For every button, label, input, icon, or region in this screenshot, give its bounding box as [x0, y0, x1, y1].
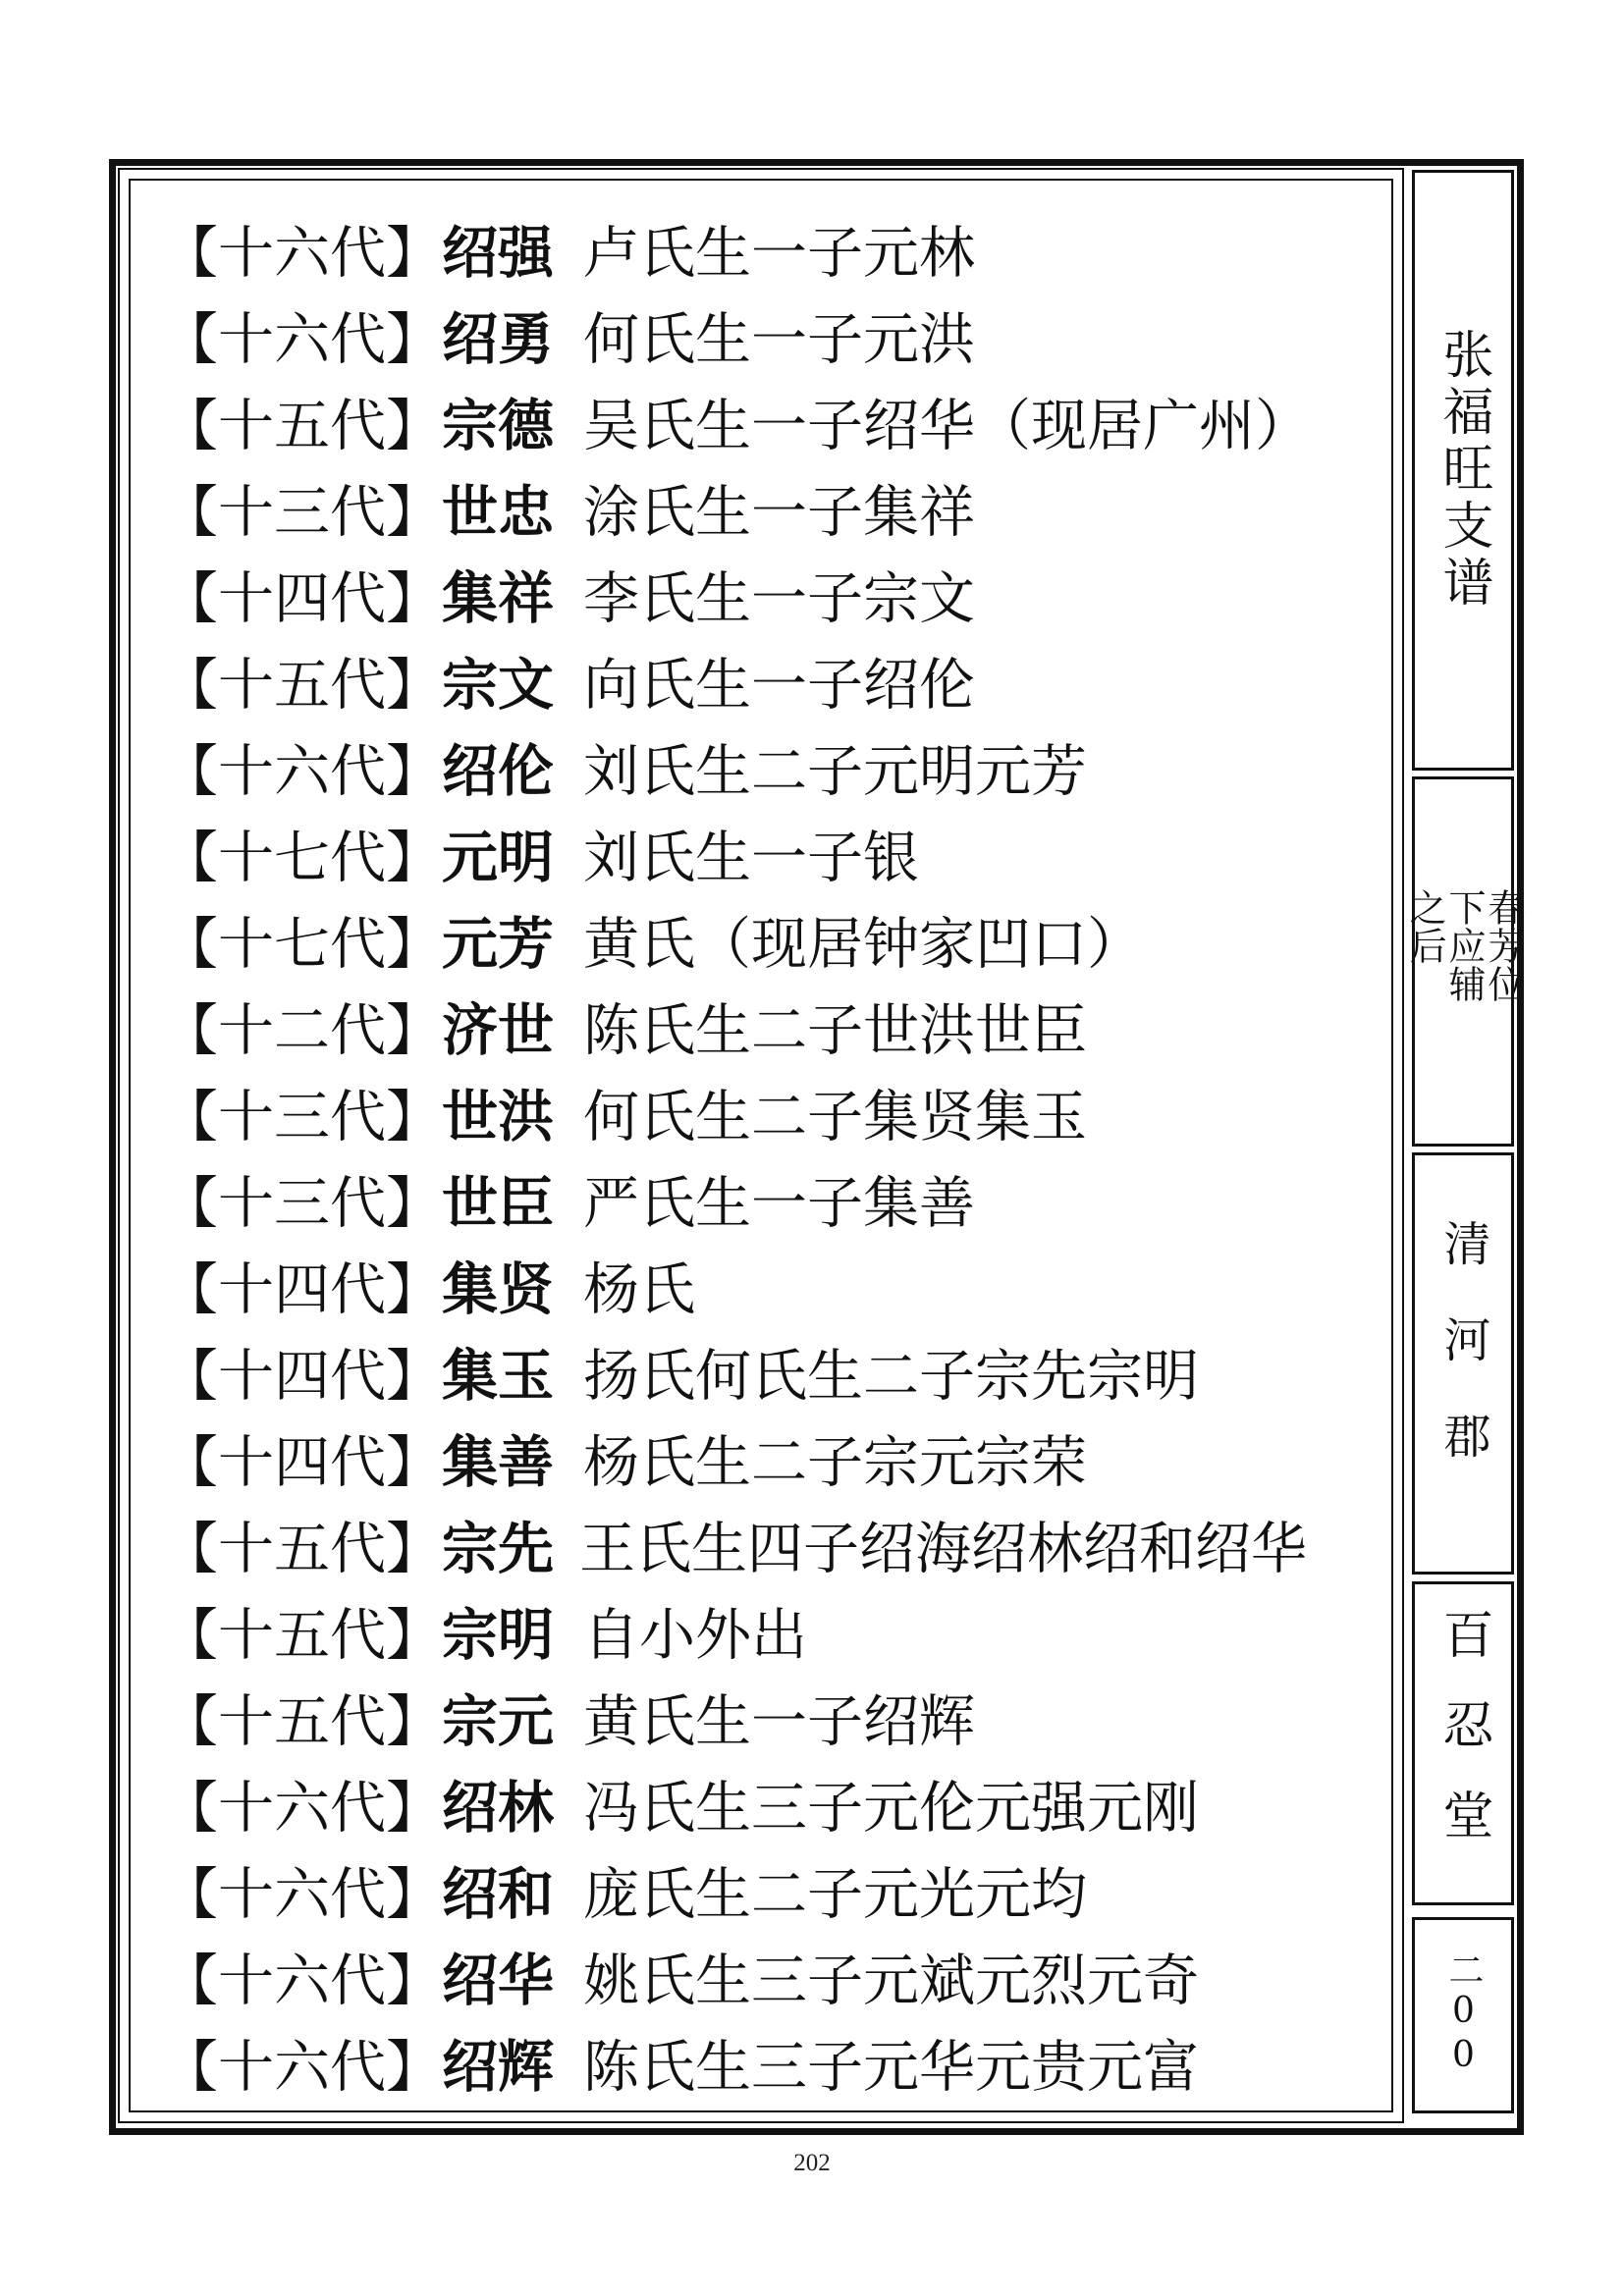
person-name: 绍和: [442, 1861, 554, 1927]
generation-label: 【十三代】: [162, 1084, 442, 1149]
lineage-note: 春芳位下应辅之后: [1403, 887, 1525, 1003]
generation-label: 【十六代】: [162, 306, 442, 372]
person-name: 宗元: [442, 1688, 554, 1754]
genealogy-entry: [162, 1419, 1389, 1506]
entry-description: 刘氏生一子银: [583, 825, 919, 890]
generation-label: 【十五代】: [162, 1516, 442, 1581]
generation-label: 【十四代】: [162, 565, 442, 631]
chinese-page-number: 二00: [1443, 1951, 1484, 2079]
side-page-box: [1412, 1917, 1514, 2113]
generation-label: 【十三代】: [162, 479, 442, 545]
genealogy-entry: [162, 469, 1389, 556]
entry-description: 吴氏生一子绍华（现居广州）: [583, 393, 1311, 458]
clan-origin: 清河郡: [1435, 1219, 1490, 1508]
genealogy-entry: [162, 1765, 1389, 1851]
person-name: 绍勇: [442, 306, 554, 372]
genealogy-entry-list: [162, 210, 1389, 2110]
genealogy-entry: [162, 1938, 1389, 2024]
entry-description: 卢氏生一子元林: [583, 220, 975, 286]
person-name: 世忠: [442, 479, 554, 545]
generation-label: 【十七代】: [162, 825, 442, 890]
entry-description: 姚氏生三子元斌元烈元奇: [583, 1948, 1199, 2013]
generation-label: 【十四代】: [162, 1343, 442, 1409]
entry-description: 杨氏生二子宗元宗荣: [583, 1429, 1087, 1495]
genealogy-title: 张福旺支谱: [1434, 328, 1492, 613]
entry-description: 陈氏生二子世洪世臣: [583, 997, 1087, 1063]
person-name: 元芳: [442, 911, 554, 977]
person-name: 绍辉: [442, 2034, 554, 2100]
generation-label: 【十五代】: [162, 652, 442, 718]
hall-name: 百忍堂: [1434, 1608, 1492, 1879]
person-name: 集祥: [442, 565, 554, 631]
genealogy-entry: [162, 1333, 1389, 1419]
entry-description: 李氏生一子宗文: [583, 565, 975, 631]
genealogy-entry: [162, 383, 1389, 469]
generation-label: 【十二代】: [162, 997, 442, 1063]
generation-label: 【十七代】: [162, 911, 442, 977]
generation-label: 【十五代】: [162, 1688, 442, 1754]
person-name: 宗德: [442, 393, 554, 458]
person-name: 世洪: [442, 1084, 554, 1149]
side-hall-box: [1412, 1581, 1514, 1905]
generation-label: 【十六代】: [162, 2034, 442, 2100]
generation-label: 【十六代】: [162, 1948, 442, 2013]
entry-description: 黄氏（现居钟家凹口）: [583, 911, 1143, 977]
entry-description: 杨氏: [583, 1256, 695, 1322]
entry-description: 刘氏生二子元明元芳: [583, 738, 1087, 804]
person-name: 世臣: [442, 1170, 554, 1236]
person-name: 绍强: [442, 220, 554, 286]
genealogy-entry: [162, 1679, 1389, 1765]
generation-label: 【十六代】: [162, 1861, 442, 1927]
generation-label: 【十四代】: [162, 1256, 442, 1322]
genealogy-entry: [162, 296, 1389, 383]
genealogy-entry: [162, 1160, 1389, 1247]
generation-label: 【十六代】: [162, 1775, 442, 1841]
entry-description: 严氏生一子集善: [583, 1170, 975, 1236]
entry-description: 扬氏何氏生二子宗先宗明: [583, 1343, 1199, 1409]
person-name: 元明: [442, 825, 554, 890]
entry-description: 黄氏生一子绍辉: [583, 1688, 975, 1754]
entry-description: 向氏生一子绍伦: [583, 652, 975, 718]
person-name: 绍华: [442, 1948, 554, 2013]
genealogy-entry: [162, 1074, 1389, 1160]
generation-label: 【十三代】: [162, 1170, 442, 1236]
genealogy-entry: [162, 210, 1389, 296]
person-name: 集贤: [442, 1256, 554, 1322]
genealogy-entry: [162, 1247, 1389, 1333]
person-name: 济世: [442, 997, 554, 1063]
entry-description: 王氏生四子绍海绍林绍和绍华: [579, 1516, 1307, 1581]
entry-description: 自小外出: [583, 1602, 807, 1668]
page-number: 202: [793, 2150, 831, 2176]
person-name: 宗文: [442, 652, 554, 718]
genealogy-entry: [162, 556, 1389, 642]
generation-label: 【十六代】: [162, 738, 442, 804]
genealogy-entry: [162, 1506, 1389, 1592]
genealogy-entry: [162, 1592, 1389, 1679]
side-title-box: [1412, 170, 1514, 771]
entry-description: 何氏生二子集贤集玉: [583, 1084, 1087, 1149]
person-name: 绍林: [442, 1775, 554, 1841]
genealogy-entry: [162, 1851, 1389, 1938]
entry-description: 冯氏生三子元伦元强元刚: [583, 1775, 1199, 1841]
entry-description: 涂氏生一子集祥: [583, 479, 975, 545]
person-name: 集善: [442, 1429, 554, 1495]
entry-description: 何氏生一子元洪: [583, 306, 975, 372]
genealogy-entry: [162, 728, 1389, 815]
generation-label: 【十四代】: [162, 1429, 442, 1495]
person-name: 集玉: [442, 1343, 554, 1409]
entry-description: 陈氏生三子元华元贵元富: [583, 2034, 1199, 2100]
side-clan-box: [1412, 1152, 1514, 1575]
side-note-box: [1403, 776, 1525, 1147]
generation-label: 【十六代】: [162, 220, 442, 286]
entry-description: 庞氏生二子元光元均: [583, 1861, 1087, 1927]
genealogy-entry: [162, 815, 1389, 901]
genealogy-entry: [162, 642, 1389, 728]
person-name: 宗明: [442, 1602, 554, 1668]
side-column: [1403, 168, 1525, 2123]
person-name: 绍伦: [442, 738, 554, 804]
genealogy-entry: [162, 901, 1389, 988]
generation-label: 【十五代】: [162, 1602, 442, 1668]
person-name: 宗先: [442, 1516, 554, 1581]
genealogy-entry: [162, 2024, 1389, 2110]
genealogy-entry: [162, 988, 1389, 1074]
generation-label: 【十五代】: [162, 393, 442, 458]
